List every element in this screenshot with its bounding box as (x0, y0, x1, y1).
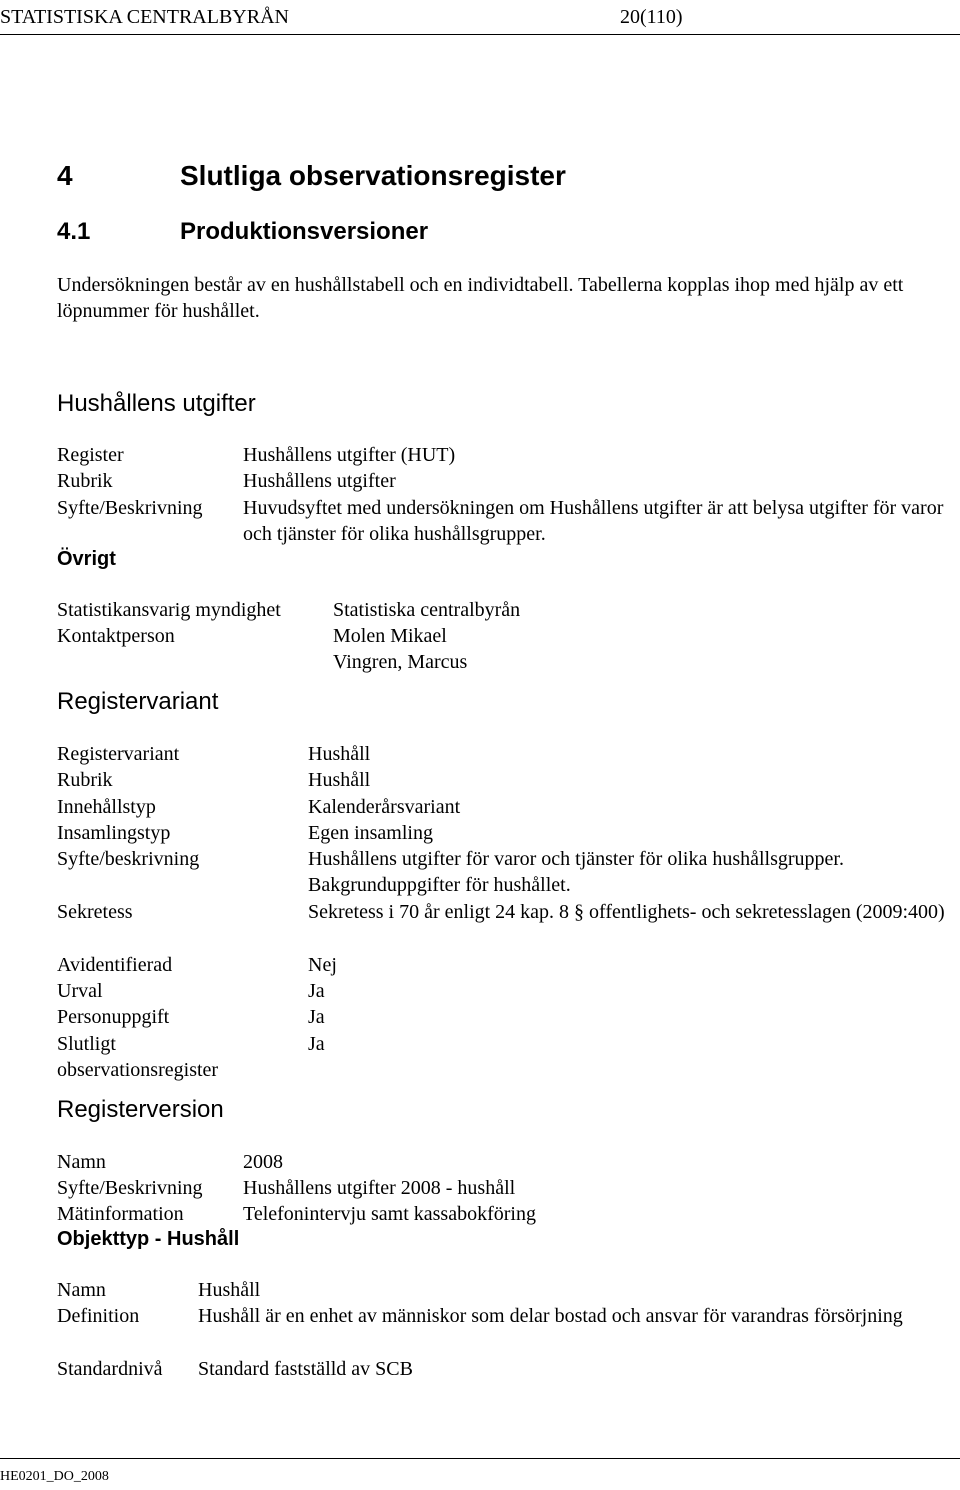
innehallstyp-label: Innehållstyp (57, 796, 156, 818)
header-org: STATISTISKA CENTRALBYRÅN (0, 6, 289, 28)
version-namn-label: Namn (57, 1151, 106, 1173)
register-label: Register (57, 444, 124, 466)
standardniva-label: Standardnivå (57, 1358, 163, 1380)
authority-label: Statistikansvarig myndighet (57, 599, 281, 621)
innehallstyp-value: Kalenderårsvariant (308, 796, 461, 818)
avidentifierad-label: Avidentifierad (57, 954, 173, 976)
personuppgift-value: Ja (308, 1006, 325, 1028)
slutligt-label: Slutligt observationsregister (57, 1033, 219, 1081)
urval-label: Urval (57, 980, 103, 1002)
version-heading: Registerversion (57, 1096, 224, 1123)
syfte-label: Syfte/Beskrivning (57, 497, 203, 519)
version-syfte-value: Hushållens utgifter 2008 - hushåll (243, 1177, 516, 1199)
footer-code: HE0201_DO_2008 (0, 1469, 109, 1484)
variant-syfte-value: Hushållens utgifter för varor och tjänster för olika hushållsgrupper. Bakgrunduppgifter för hushållet. (308, 848, 844, 896)
insamlingstyp-label: Insamlingstyp (57, 822, 171, 844)
version-namn-value: 2008 (243, 1151, 283, 1173)
sekretess-value: Sekretess i 70 år enligt 24 kap. 8 § offentlighets- och sekretesslagen (2009:400) (308, 901, 945, 923)
header-rule (0, 34, 960, 35)
ovrigt-heading: Övrigt (57, 548, 116, 570)
section-title: Slutliga observationsregister (180, 160, 566, 191)
avidentifierad-value: Nej (308, 954, 337, 976)
contact-label: Kontaktperson (57, 625, 175, 647)
header-page-number: 20(110) (620, 6, 683, 28)
objekt-namn-label: Namn (57, 1279, 106, 1301)
subsection-number: 4.1 (57, 218, 91, 245)
rubrik-value: Hushållens utgifter (243, 470, 396, 492)
register-value: Hushållens utgifter (HUT) (243, 444, 456, 466)
objekttyp-heading: Objekttyp - Hushåll (57, 1228, 240, 1250)
version-syfte-label: Syfte/Beskrivning (57, 1177, 203, 1199)
insamlingstyp-value: Egen insamling (308, 822, 433, 844)
variant-label: Registervariant (57, 743, 180, 765)
intro-paragraph: Undersökningen består av en hushållstabell och en individtabell. Tabellerna kopplas ihop med hjälp av ett löpnummer för hushållet. (57, 274, 904, 322)
section-number: 4 (57, 160, 73, 191)
variant-rubrik-label: Rubrik (57, 769, 113, 791)
register-heading: Hushållens utgifter (57, 390, 256, 417)
standardniva-value: Standard fastställd av SCB (198, 1358, 413, 1380)
urval-value: Ja (308, 980, 325, 1002)
slutligt-value: Ja (308, 1033, 325, 1055)
variant-value: Hushåll (308, 743, 371, 765)
authority-value: Statistiska centralbyrån (333, 599, 521, 621)
footer-rule (0, 1458, 960, 1459)
syfte-value: Huvudsyftet med undersökningen om Hushållens utgifter är att belysa utgifter för varor och tjänster för olika hushållsgrupper. (243, 497, 944, 545)
variant-syfte-label: Syfte/beskrivning (57, 848, 200, 870)
personuppgift-label: Personuppgift (57, 1006, 170, 1028)
matinformation-value: Telefonintervju samt kassabokföring (243, 1203, 536, 1225)
rubrik-label: Rubrik (57, 470, 113, 492)
contact-value-1: Molen Mikael (333, 625, 447, 647)
contact-value-2: Vingren, Marcus (333, 651, 468, 673)
sekretess-label: Sekretess (57, 901, 133, 923)
variant-rubrik-value: Hushåll (308, 769, 371, 791)
variant-heading: Registervariant (57, 688, 219, 715)
definition-value: Hushåll är en enhet av människor som delar bostad och ansvar för varandras försörjning (198, 1305, 903, 1327)
definition-label: Definition (57, 1305, 140, 1327)
matinformation-label: Mätinformation (57, 1203, 184, 1225)
subsection-title: Produktionsversioner (180, 218, 429, 245)
objekt-namn-value: Hushåll (198, 1279, 261, 1301)
